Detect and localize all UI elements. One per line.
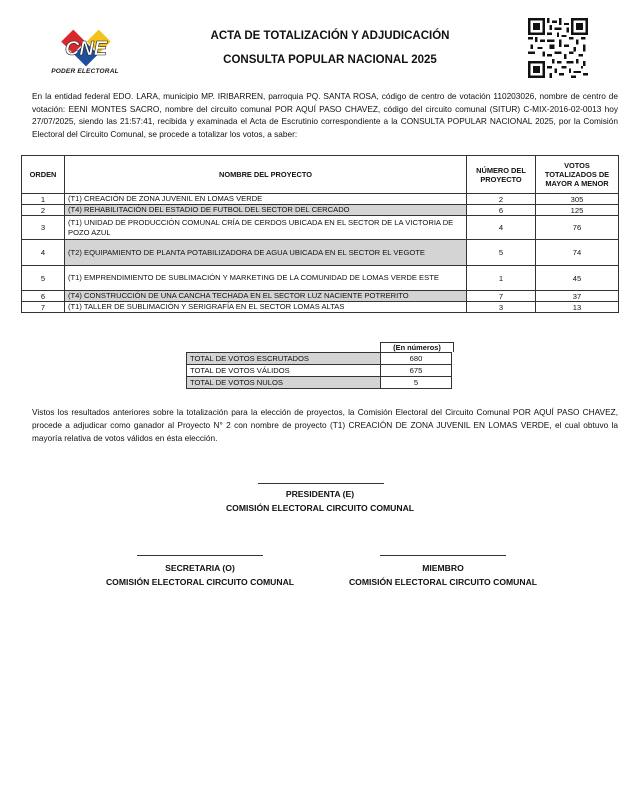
row-orden: 6 — [22, 291, 65, 302]
row-orden: 4 — [22, 240, 65, 266]
row-nombre: (T2) EQUIPAMIENTO DE PLANTA POTABILIZADORA DE AGUA UBICADA EN EL SECTOR EL VEGOTE — [65, 240, 467, 266]
member-role: MIEMBRO — [422, 563, 464, 573]
table-row — [22, 302, 619, 313]
secretary-signature-line — [137, 555, 263, 556]
results-header-row — [22, 156, 619, 194]
row-votos: 76 — [536, 216, 619, 240]
table-row — [22, 291, 619, 302]
header-nombre: NOMBRE DEL PROYECTO — [65, 156, 467, 194]
member-body: COMISIÓN ELECTORAL CIRCUITO COMUNAL — [348, 577, 538, 587]
table-row — [22, 266, 619, 291]
totals-table — [186, 352, 452, 389]
member-signature-line — [380, 555, 506, 556]
row-nombre: (T1) UNIDAD DE PRODUCCIÓN COMUNAL CRÍA DE CERDOS UBICADA EN EL SECTOR DE LA VICTORIA DE POZO AZUL — [65, 216, 467, 240]
header-votos: VOTOS TOTALIZADOS DE MAYOR A MENOR — [536, 156, 619, 194]
table-row — [22, 240, 619, 266]
table-row — [22, 194, 619, 205]
totals-header: (En números) — [380, 342, 454, 352]
totals-label: TOTAL DE VOTOS NULOS — [187, 377, 381, 389]
row-votos: 125 — [536, 205, 619, 216]
row-numero: 2 — [467, 194, 536, 205]
president-role: PRESIDENTA (E) — [285, 489, 355, 499]
qr-code — [528, 18, 588, 78]
totals-value: 680 — [381, 353, 452, 365]
logo-subtitle: PODER ELECTORAL — [51, 68, 119, 75]
totals-row — [187, 353, 452, 365]
table-row — [22, 216, 619, 240]
totals-value: 5 — [381, 377, 452, 389]
row-nombre: (T1) TALLER DE SUBLIMACIÓN Y SERIGRAFÍA EN EL SECTOR LOMAS ALTAS — [65, 302, 467, 313]
row-orden: 3 — [22, 216, 65, 240]
row-orden: 7 — [22, 302, 65, 313]
header-orden: ORDEN — [22, 156, 65, 194]
secretary-role: SECRETARIA (O) — [165, 563, 235, 573]
row-numero: 6 — [467, 205, 536, 216]
president-body: COMISIÓN ELECTORAL CIRCUITO COMUNAL — [225, 503, 415, 513]
row-nombre: (T4) CONSTRUCCIÓN DE UNA CANCHA TECHADA EN EL SECTOR LUZ NACIENTE POTRERITO — [65, 291, 467, 302]
president-signature-line — [258, 483, 384, 484]
secretary-body: COMISIÓN ELECTORAL CIRCUITO COMUNAL — [105, 577, 295, 587]
results-table — [21, 155, 619, 313]
table-row — [22, 205, 619, 216]
document-title: ACTA DE TOTALIZACIÓN Y ADJUDICACIÓN — [210, 30, 450, 42]
row-orden: 1 — [22, 194, 65, 205]
row-orden: 2 — [22, 205, 65, 216]
totals-label: TOTAL DE VOTOS ESCRUTADOS — [187, 353, 381, 365]
totals-row — [187, 377, 452, 389]
row-votos: 45 — [536, 266, 619, 291]
row-nombre: (T1) EMPRENDIMIENTO DE SUBLIMACIÓN Y MARKETING DE LA COMUNIDAD DE LOMAS VERDE ESTE — [65, 266, 467, 291]
row-votos: 305 — [536, 194, 619, 205]
row-numero: 5 — [467, 240, 536, 266]
intro-paragraph: En la entidad federal EDO. LARA, municipio MP. IRIBARREN, parroquia PQ. SANTA ROSA, código de centro de votación 110203026, nombre de centro de votación: EENI MONTES SACRO, nombre del circuito comunal POR AQUÍ PASO CHAVEZ, código del circuito comunal (SITUR) C-MIX-2016-02-0013 hoy 27/07/2025, siendo las 21:57:41, recibida y examinada el Acta de Escrutinio correspondiente a la CONSULTA POPULAR NACIONAL 2025, por la Comisión Electoral del Circuito Comunal, se procede a totalizar los votos, a saber: — [32, 91, 618, 139]
totals-label: TOTAL DE VOTOS VÁLIDOS — [187, 365, 381, 377]
totals-row — [187, 365, 452, 377]
row-votos: 13 — [536, 302, 619, 313]
row-numero: 7 — [467, 291, 536, 302]
header-numero: NÚMERO DEL PROYECTO — [467, 156, 536, 194]
totals-value: 675 — [381, 365, 452, 377]
row-votos: 74 — [536, 240, 619, 266]
logo-wordmark: CNE — [64, 38, 108, 60]
row-votos: 37 — [536, 291, 619, 302]
row-numero: 3 — [467, 302, 536, 313]
adjudication-paragraph: Vistos los resultados anteriores sobre la totalización para la elección de proyectos, la Comisión Electoral del Circuito Comunal POR AQUÍ PASO CHAVEZ, procede a adjudicar como ganador al Proyecto N° 2 con nombre de proyecto (T1) CREACIÓN DE ZONA JUVENIL EN LOMAS VERDE, el cual obtuvo la mayoría relativa de votos válidos en ésta elección. — [32, 407, 618, 443]
row-numero: 4 — [467, 216, 536, 240]
row-nombre: (T4) REHABILITACIÓN DEL ESTADIO DE FUTBOL DEL SECTOR DEL CERCADO — [65, 205, 467, 216]
document-subtitle: CONSULTA POPULAR NACIONAL 2025 — [223, 54, 437, 66]
row-numero: 1 — [467, 266, 536, 291]
row-orden: 5 — [22, 266, 65, 291]
row-nombre: (T1) CREACIÓN DE ZONA JUVENIL EN LOMAS VERDE — [65, 194, 467, 205]
